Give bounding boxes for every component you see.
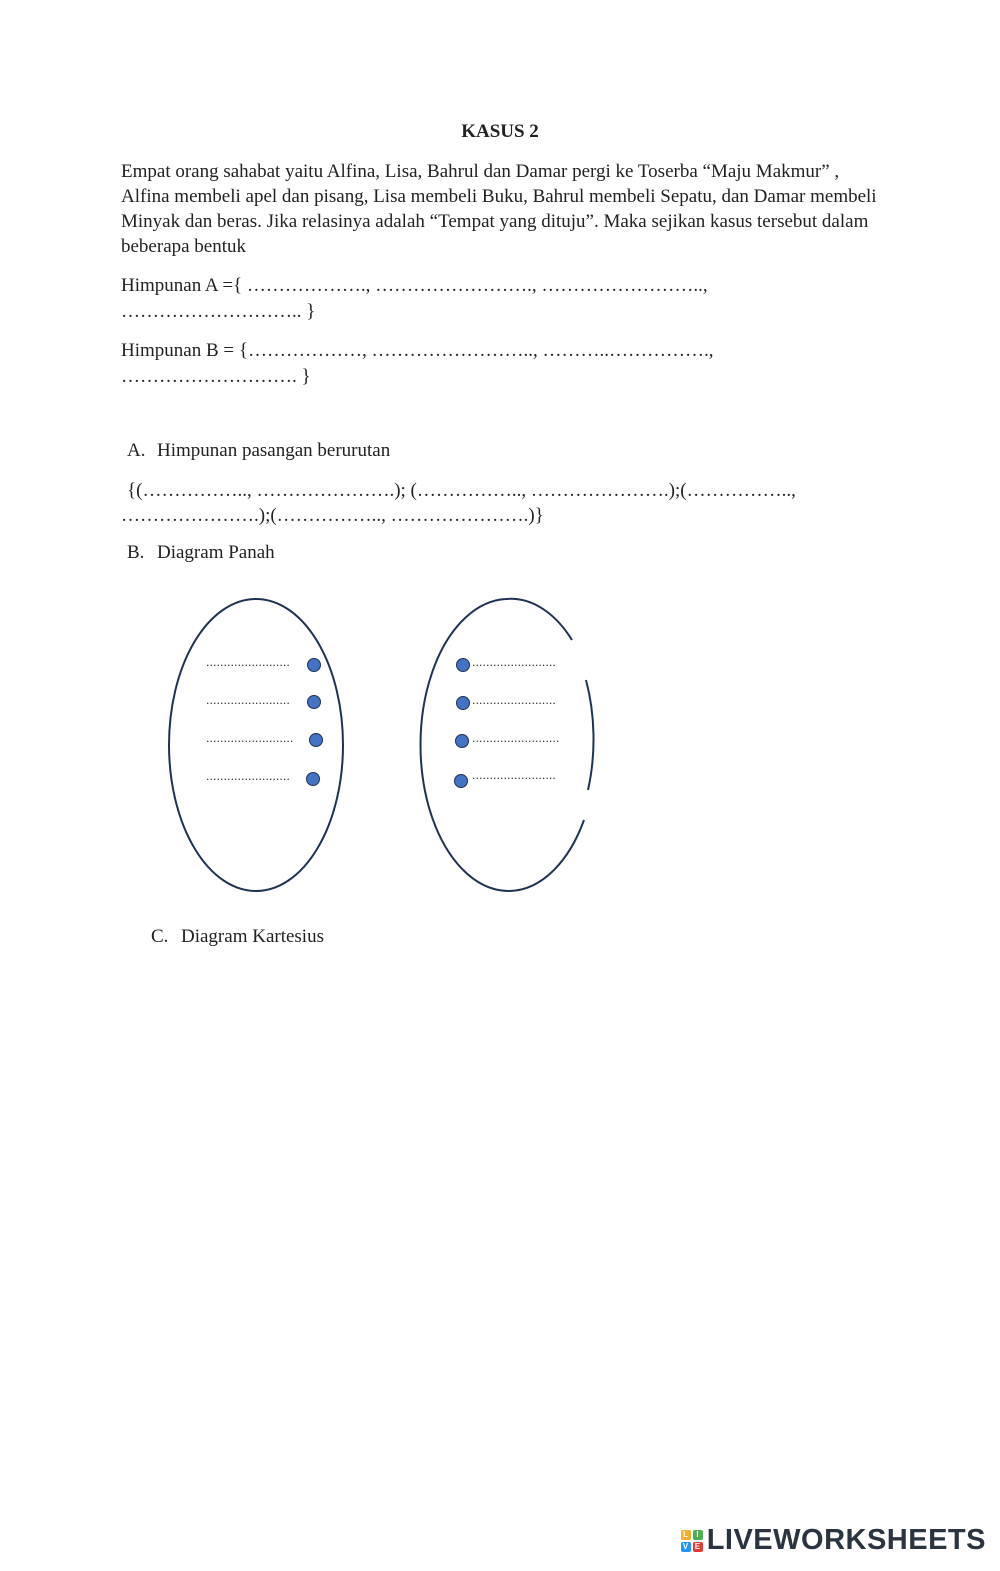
left-item-1: ........................ <box>206 656 290 669</box>
left-item-4: ........................ <box>206 770 290 783</box>
right-item-1: ........................ <box>472 656 556 669</box>
pairs-line-1: {(…………….., ………………….); (…………….., ………………….);(…………….., <box>127 480 796 501</box>
pairs-line-2: ………………….);(…………….., ………………….)} <box>121 505 544 526</box>
section-a-label: Himpunan pasangan berurutan <box>157 440 391 461</box>
right-dot-4 <box>455 775 468 788</box>
section-b-label: Diagram Panah <box>157 542 275 563</box>
left-dots <box>300 650 330 795</box>
logo-text: LIVEWORKSHEETS <box>706 1524 986 1556</box>
set-a-line-2: ……………………….. } <box>121 301 316 322</box>
right-set-oval-edge <box>586 680 594 790</box>
left-item-3: ......................... <box>206 732 294 745</box>
section-b-number: B. <box>127 542 145 563</box>
set-a-line-1: Himpunan A ={ ………………., ……………………., …………………….., <box>121 275 708 296</box>
left-dot-3 <box>310 734 323 747</box>
right-dot-2 <box>457 697 470 710</box>
section-c-number: C. <box>151 926 169 947</box>
left-item-2: ........................ <box>206 694 290 707</box>
liveworksheets-logo <box>681 1524 986 1557</box>
logo-tile-e: E <box>693 1542 703 1552</box>
set-b-line-1: Himpunan B = {………………, …………………….., ………..……………., <box>121 340 714 361</box>
logo-grid-icon <box>681 1530 703 1552</box>
section-a-heading <box>127 438 390 463</box>
logo-tile-l: L <box>681 1530 691 1540</box>
left-dot-4 <box>307 773 320 786</box>
right-item-4: ........................ <box>472 769 556 782</box>
right-item-3: ......................... <box>472 732 560 745</box>
section-a-number: A. <box>127 440 146 461</box>
arrow-diagram <box>160 590 610 900</box>
right-dot-1 <box>457 659 470 672</box>
logo-tile-i: I <box>693 1530 703 1540</box>
page-title: KASUS 2 <box>461 121 539 142</box>
section-c-heading <box>151 924 324 949</box>
set-b-line-2: ………………………. } <box>121 366 311 387</box>
logo-tile-v: V <box>681 1542 691 1552</box>
left-dot-2 <box>308 696 321 709</box>
section-b-heading <box>127 540 275 565</box>
section-c-label: Diagram Kartesius <box>181 926 324 947</box>
case-description: Empat orang sahabat yaitu Alfina, Lisa, Bahrul dan Damar pergi ke Toserba “Maju Makmur” , Alfina membeli apel dan pisang, Lisa membeli Buku, Bahrul membeli Sepatu, dan Damar membeli Minyak dan beras. Jika relasinya adalah “Tempat yang dituju”. Maka sejikan kasus tersebut dalam beberapa bentuk <box>121 161 877 257</box>
right-dot-3 <box>456 735 469 748</box>
right-item-2: ........................ <box>472 694 556 707</box>
left-dot-1 <box>308 659 321 672</box>
